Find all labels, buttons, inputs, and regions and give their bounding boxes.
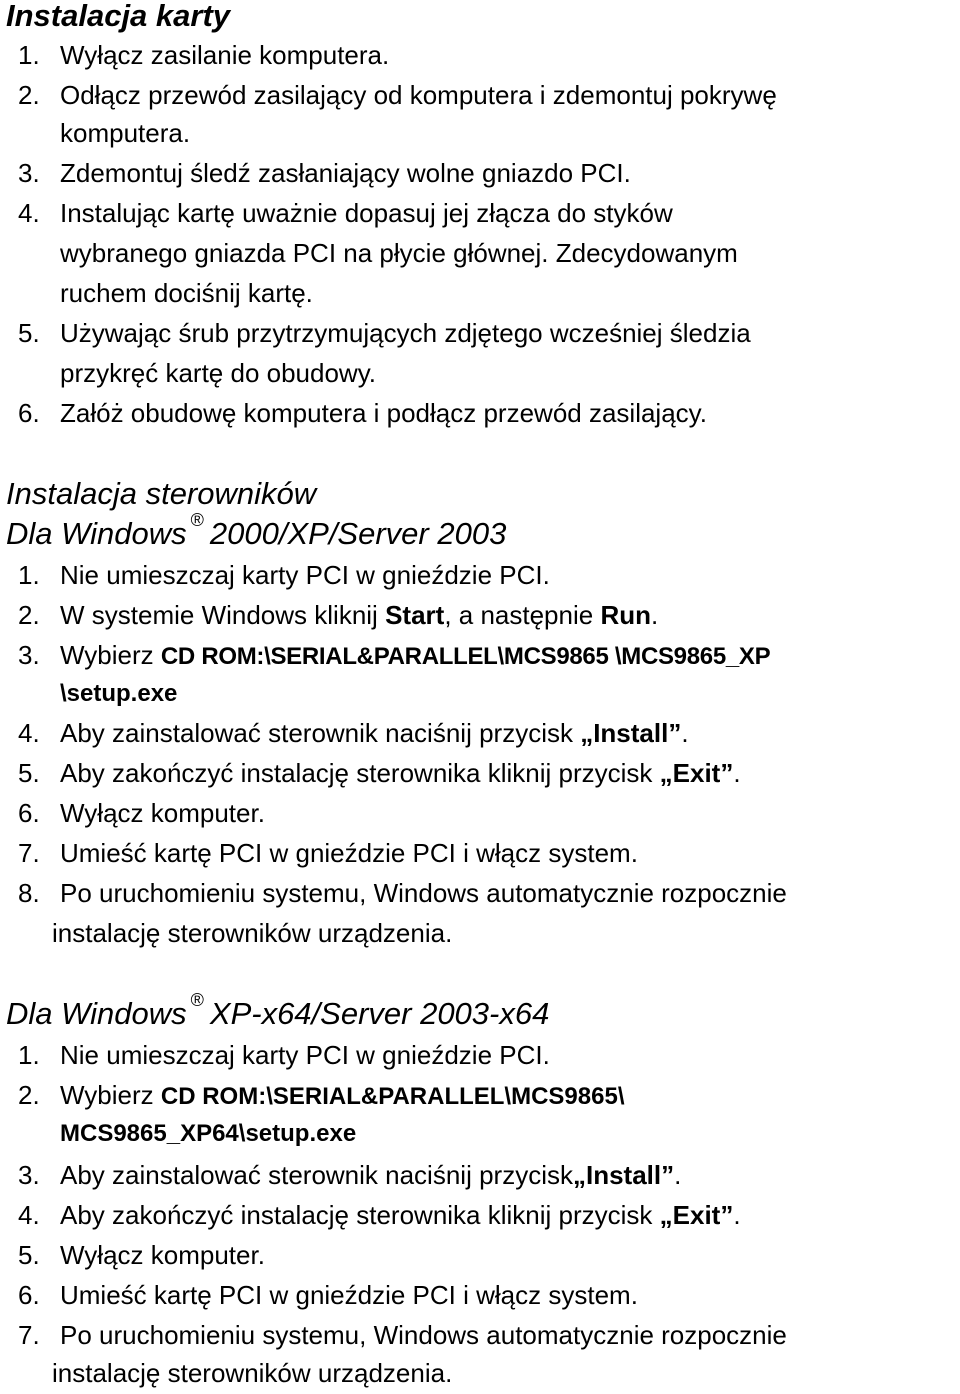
step-number: 7. (18, 1320, 40, 1350)
step-text (60, 718, 689, 749)
step-text: Po uruchomieniu systemu, Windows automatycznie rozpocznie (60, 878, 787, 908)
step-number: 7. (18, 838, 40, 868)
step-text: Nie umieszczaj karty PCI w gnieździe PCI. (60, 1040, 550, 1070)
step-number: 5. (18, 1240, 40, 1270)
subheading-prefix: Dla Windows (6, 996, 187, 1031)
step-number: 2. (18, 1080, 40, 1110)
subheading-os: XP-x64/Server 2003-x64 (209, 996, 550, 1031)
exit-label: „Exit” (659, 1200, 734, 1230)
step-number: 1. (18, 40, 40, 70)
step-text (60, 758, 741, 789)
step-text: Wyłącz komputer. (60, 1240, 265, 1270)
text: Wybierz (60, 1080, 161, 1110)
step-text: Używając śrub przytrzymujących zdjętego wcześniej śledzia (60, 318, 751, 348)
text: Aby zainstalować sterownik naciśnij przycisk (60, 718, 581, 748)
subheading-prefix: Dla Windows (6, 516, 187, 551)
text: W systemie Windows kliknij (60, 600, 386, 630)
step-text: instalację sterowników urządzenia. (52, 1358, 453, 1388)
step-text: Zdemontuj śledź zasłaniający wolne gniazdo PCI. (60, 158, 631, 188)
step-number: 3. (18, 1160, 40, 1190)
setup-path: \setup.exe (60, 680, 178, 707)
step-number: 6. (18, 398, 40, 428)
step-number: 2. (18, 600, 40, 630)
heading-card-installation: Instalacja karty (6, 0, 231, 33)
text: Wybierz (60, 640, 161, 670)
text: Aby zakończyć instalację sterownika kliknij przycisk (60, 758, 660, 788)
setup-path: CD ROM:\SERIAL&PARALLEL\MCS9865 \MCS9865_XP (160, 643, 771, 670)
registered-mark: ® (190, 510, 204, 530)
text: . (674, 1160, 682, 1190)
run-label: Run (600, 600, 651, 630)
step-text: Wyłącz zasilanie komputera. (60, 40, 390, 70)
heading-driver-installation: Instalacja sterowników (6, 476, 317, 511)
step-number: 4. (18, 718, 40, 748)
install-label: „Install” (580, 718, 682, 748)
step-text: Po uruchomieniu systemu, Windows automatycznie rozpocznie (60, 1320, 787, 1350)
step-number: 5. (18, 318, 40, 348)
text: . (733, 1200, 741, 1230)
step-number: 6. (18, 1280, 40, 1310)
step-text: Załóż obudowę komputera i podłącz przewód zasilający. (60, 398, 707, 428)
step-text: Instalując kartę uważnie dopasuj jej złącza do styków (60, 198, 673, 228)
step-text (60, 640, 770, 671)
step-text: Odłącz przewód zasilający od komputera i zdemontuj pokrywę (60, 80, 777, 110)
step-number: 1. (18, 560, 40, 590)
step-text: Umieść kartę PCI w gnieździe PCI i włącz system. (60, 1280, 638, 1310)
text: , a następnie (444, 600, 601, 630)
text: Aby zainstalować sterownik naciśnij przycisk (60, 1160, 573, 1190)
text: . (681, 718, 689, 748)
subheading-windows-x64 (6, 990, 550, 1032)
step-number: 4. (18, 1200, 40, 1230)
subheading-os: 2000/XP/Server 2003 (209, 516, 507, 551)
step-number: 2. (18, 80, 40, 110)
step-text: ruchem dociśnij kartę. (60, 278, 313, 308)
step-text: komputera. (60, 118, 191, 148)
step-number: 3. (18, 158, 40, 188)
step-number: 5. (18, 758, 40, 788)
step-text (60, 1160, 681, 1191)
text: . (650, 600, 659, 630)
step-text (60, 1080, 624, 1111)
text: Aby zakończyć instalację sterownika kliknij przycisk (60, 1200, 660, 1230)
step-text: Nie umieszczaj karty PCI w gnieździe PCI. (60, 560, 550, 590)
step-text: wybranego gniazda PCI na płycie głównej. Zdecydowanym (60, 238, 738, 268)
step-number: 3. (18, 640, 40, 670)
setup-path: CD ROM:\SERIAL&PARALLEL\MCS9865\ (160, 1083, 625, 1110)
exit-label: „Exit” (659, 758, 734, 788)
registered-mark: ® (190, 990, 204, 1010)
install-label: „Install” (572, 1160, 675, 1190)
text: . (733, 758, 741, 788)
step-number: 6. (18, 798, 40, 828)
step-number: 4. (18, 198, 40, 228)
step-number: 1. (18, 1040, 40, 1070)
setup-path: MCS9865_XP64\setup.exe (60, 1120, 357, 1147)
step-text: Wyłącz komputer. (60, 798, 265, 828)
start-label: Start (385, 600, 445, 630)
step-text: instalację sterowników urządzenia. (52, 918, 453, 948)
step-number: 8. (18, 878, 40, 908)
step-text: przykręć kartę do obudowy. (60, 358, 376, 388)
step-text (60, 1200, 741, 1231)
subheading-windows-2000-xp (6, 510, 507, 552)
step-text: Umieść kartę PCI w gnieździe PCI i włącz system. (60, 838, 638, 868)
step-text (60, 600, 658, 631)
